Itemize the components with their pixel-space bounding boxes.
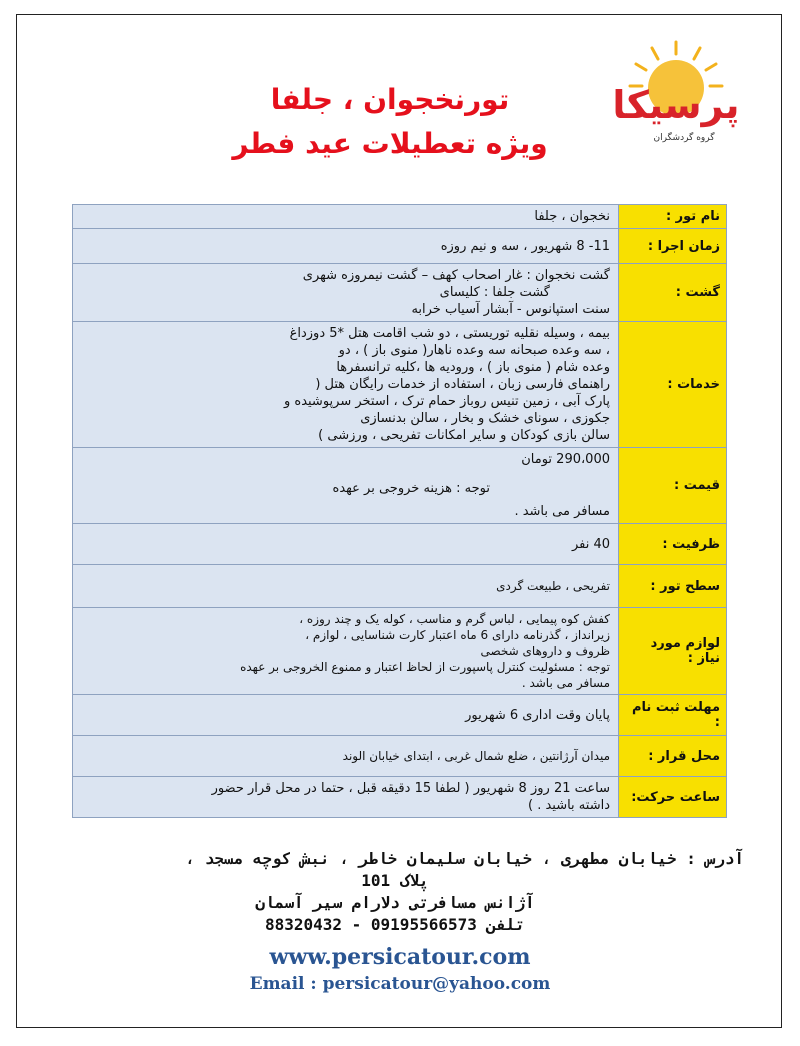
footer-address-block — [40, 848, 750, 936]
row-label: مهلت ثبت نام : — [619, 695, 727, 736]
row-label: نام تور : — [619, 205, 727, 229]
table-row — [73, 777, 727, 818]
address-line: آدرس : خیابان مطهری ، خیابان سلیمان خاطر ، نبش کوچه مسجد ، — [185, 849, 744, 868]
table-row — [73, 448, 727, 524]
row-value: پایان وقت اداری 6 شهریور — [73, 695, 619, 736]
website-link[interactable]: www.persicatour.com — [269, 944, 531, 970]
row-label: سطح تور : — [619, 565, 727, 608]
row-value: کفش کوه پیمایی ، لباس گرم و مناسب ، کوله یک و چند روزه ، زیرانداز ، گذرنامه دارای 6 ماه اعتبار کارت شناسایی ، لوازم ، ظروف و داروهای شخصی توجه : مسئولیت کنترل پاسپورت از لحاظ اعتبار و ممنوع الخروجی بر عهده مسافر می باشد . — [73, 608, 619, 695]
row-value: نخجوان ، جلفا — [73, 205, 619, 229]
table-row — [73, 229, 727, 264]
table-row — [73, 695, 727, 736]
address-plaque: پلاک 101 — [361, 871, 429, 890]
row-value: 11- 8 شهریور ، سه و نیم روزه — [73, 229, 619, 264]
persica-logo — [612, 40, 740, 150]
agency-name: آژانس مسافرتی دلارام سیر آسمان — [255, 893, 535, 912]
table-row — [73, 322, 727, 448]
row-label: لوازم مورد نیاز : — [619, 608, 727, 695]
table-row — [73, 736, 727, 777]
table-row — [73, 524, 727, 565]
logo-wordmark: پرسیکا — [612, 83, 740, 127]
row-value: 290،000 تومان توجه : هزینه خروجی بر عهده مسافر می باشد . — [73, 448, 619, 524]
row-label: محل قرار : — [619, 736, 727, 777]
phone-numbers: تلفن 09195566573 - 88320432 — [264, 915, 526, 934]
row-value: 40 نفر — [73, 524, 619, 565]
page-title: تورنخجوان ، جلفا — [270, 83, 510, 116]
row-value: گشت نخجوان : غار اصحاب کهف – گشت نیمروزه شهری گشت جلفا : کلیسای سنت استپانوس - آبشار آسیاب خرابه — [73, 264, 619, 322]
table-row — [73, 205, 727, 229]
row-value: تفریحی ، طبیعت گردی — [73, 565, 619, 608]
row-label: گشت : — [619, 264, 727, 322]
row-label: ظرفیت : — [619, 524, 727, 565]
row-label: زمان اجرا : — [619, 229, 727, 264]
row-value: بیمه ، وسیله نقلیه توریستی ، دو شب اقامت هتل *5 دوزداغ ، سه وعده صبحانه سه وعده ناهار( منوی باز ) ، دو وعده شام ( منوی باز ) ، ورودیه ها ،کلیه ترانسفرها راهنمای فارسی زبان ، استفاده از خدمات رایگان هتل ( پارک آبی ، زمین تنیس روباز حمام ترک ، استخر سرپوشیده و جکوزی ، سونای خشک و بخار ، سالن بدنسازی سالن بازی کودکان و سایر امکانات تفریحی ، ورزشی ) — [73, 322, 619, 448]
row-label: ساعت حرکت: — [619, 777, 727, 818]
email-link[interactable]: Email : persicatour@yahoo.com — [249, 974, 551, 994]
row-label: خدمات : — [619, 322, 727, 448]
page-subtitle: ویژه تعطیلات عید فطر — [232, 127, 548, 160]
row-label: قیمت : — [619, 448, 727, 524]
row-value: ساعت 21 روز 8 شهریور ( لطفا 15 دقیقه قبل ، حتما در محل قرار حضور داشته باشید . ) — [73, 777, 619, 818]
tour-info-table — [72, 204, 727, 818]
table-row — [73, 608, 727, 695]
row-value: میدان آرژانتین ، ضلع شمال غربی ، ابتدای خیابان الوند — [73, 736, 619, 777]
table-row — [73, 264, 727, 322]
logo-subtext: گروه گردشگران — [653, 133, 715, 143]
table-row — [73, 565, 727, 608]
